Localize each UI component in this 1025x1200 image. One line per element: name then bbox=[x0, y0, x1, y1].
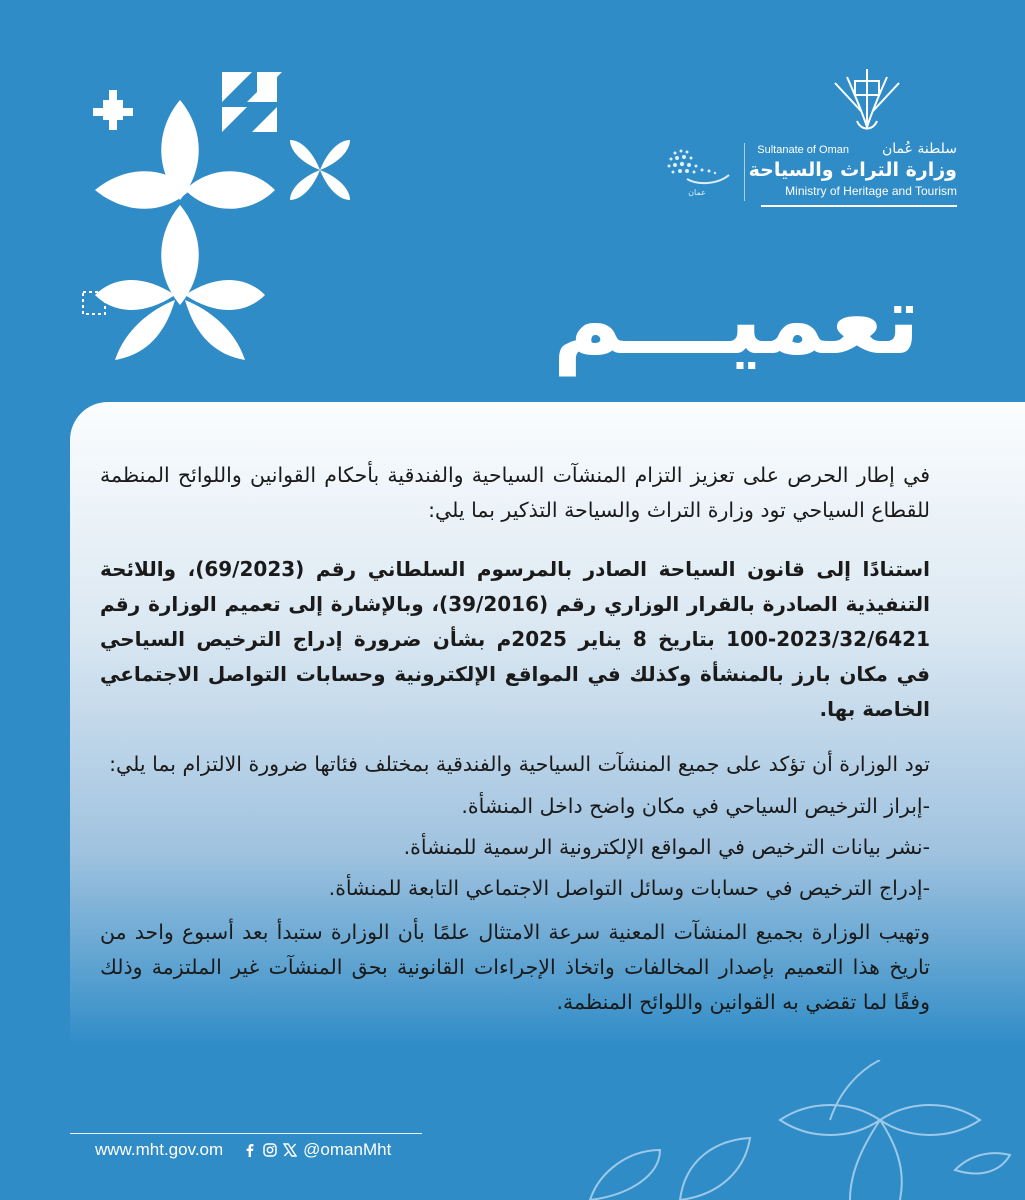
sultanate-en-label: Sultanate of Oman bbox=[757, 144, 849, 156]
footer bbox=[95, 1140, 391, 1160]
website-link[interactable]: www.mht.gov.om bbox=[95, 1140, 224, 1159]
requirement-intro-paragraph: تود الوزارة أن تؤكد على جميع المنشآت السياحية والفندقية بمختلف فئاتها ضرورة الالتزام بما يلي: bbox=[109, 752, 930, 776]
x-icon[interactable] bbox=[283, 1143, 297, 1157]
decorative-flower-icon bbox=[75, 60, 365, 360]
legal-basis-paragraph: استنادًا إلى قانون السياحة الصادر بالمرسوم السلطاني رقم (69/2023)، واللائحة التنفيذية الصادرة بالقرار الوزاري رقم (39/2016)، وبالإشارة إلى تعميم الوزارة رقم 2023/32/6421-100 بتاريخ 8 يناير 2025م بشأن ضرورة إدراج الترخيص السياحي في مكان بارز بالمنشأة وكذلك في المواقع الإلكترونية وحسابات التواصل الاجتماعي الخاصة بها. bbox=[100, 557, 931, 721]
ministry-en-label: Ministry of Heritage and Tourism bbox=[785, 184, 957, 198]
sultanate-ar-label: سلطنة عُمان bbox=[881, 141, 957, 157]
social-handle[interactable]: @omanMht bbox=[303, 1140, 392, 1159]
footer-divider bbox=[70, 1133, 422, 1134]
ministry-ar-label: وزارة التراث والسياحة bbox=[748, 159, 957, 181]
logo-divider bbox=[744, 143, 745, 201]
page-title: تعميـــم bbox=[552, 264, 920, 376]
requirement-item: -نشر بيانات الترخيص في المواقع الإلكترونية الرسمية للمنشأة. bbox=[403, 835, 930, 859]
logo-underline bbox=[761, 205, 957, 207]
oman-khanjar-emblem-icon bbox=[827, 65, 907, 135]
decorative-bottom-flower-icon bbox=[560, 1060, 1025, 1200]
svg-text:عمان: عمان bbox=[688, 188, 706, 197]
closing-paragraph: وتهيب الوزارة بجميع المنشآت المعنية سرعة الامتثال علمًا بأن الوزارة ستبدأ بعد أسبوع واحد من تاريخ هذا التعميم بإصدار المخالفات واتخاذ الإجراءات القانونية بحق المنشآت غير الملتزمة وذلك وفقًا لما تقضي به القوانين واللوائح المنظمة. bbox=[100, 920, 930, 1014]
instagram-icon[interactable] bbox=[263, 1143, 277, 1157]
visit-oman-logo-icon bbox=[657, 141, 737, 201]
ministry-logo bbox=[657, 65, 957, 215]
circular-body bbox=[100, 458, 930, 1020]
requirement-item: -إدراج الترخيص في حسابات وسائل التواصل الاجتماعي التابعة للمنشأة. bbox=[328, 876, 930, 900]
intro-paragraph: في إطار الحرص على تعزيز التزام المنشآت السياحية والفندقية بأحكام القوانين واللوائح المنظمة للقطاع السياحي تود وزارة التراث والسياحة التذكير بما يلي: bbox=[100, 463, 930, 522]
facebook-icon[interactable] bbox=[243, 1143, 257, 1157]
requirement-item: -إبراز الترخيص السياحي في مكان واضح داخل المنشأة. bbox=[461, 794, 930, 818]
